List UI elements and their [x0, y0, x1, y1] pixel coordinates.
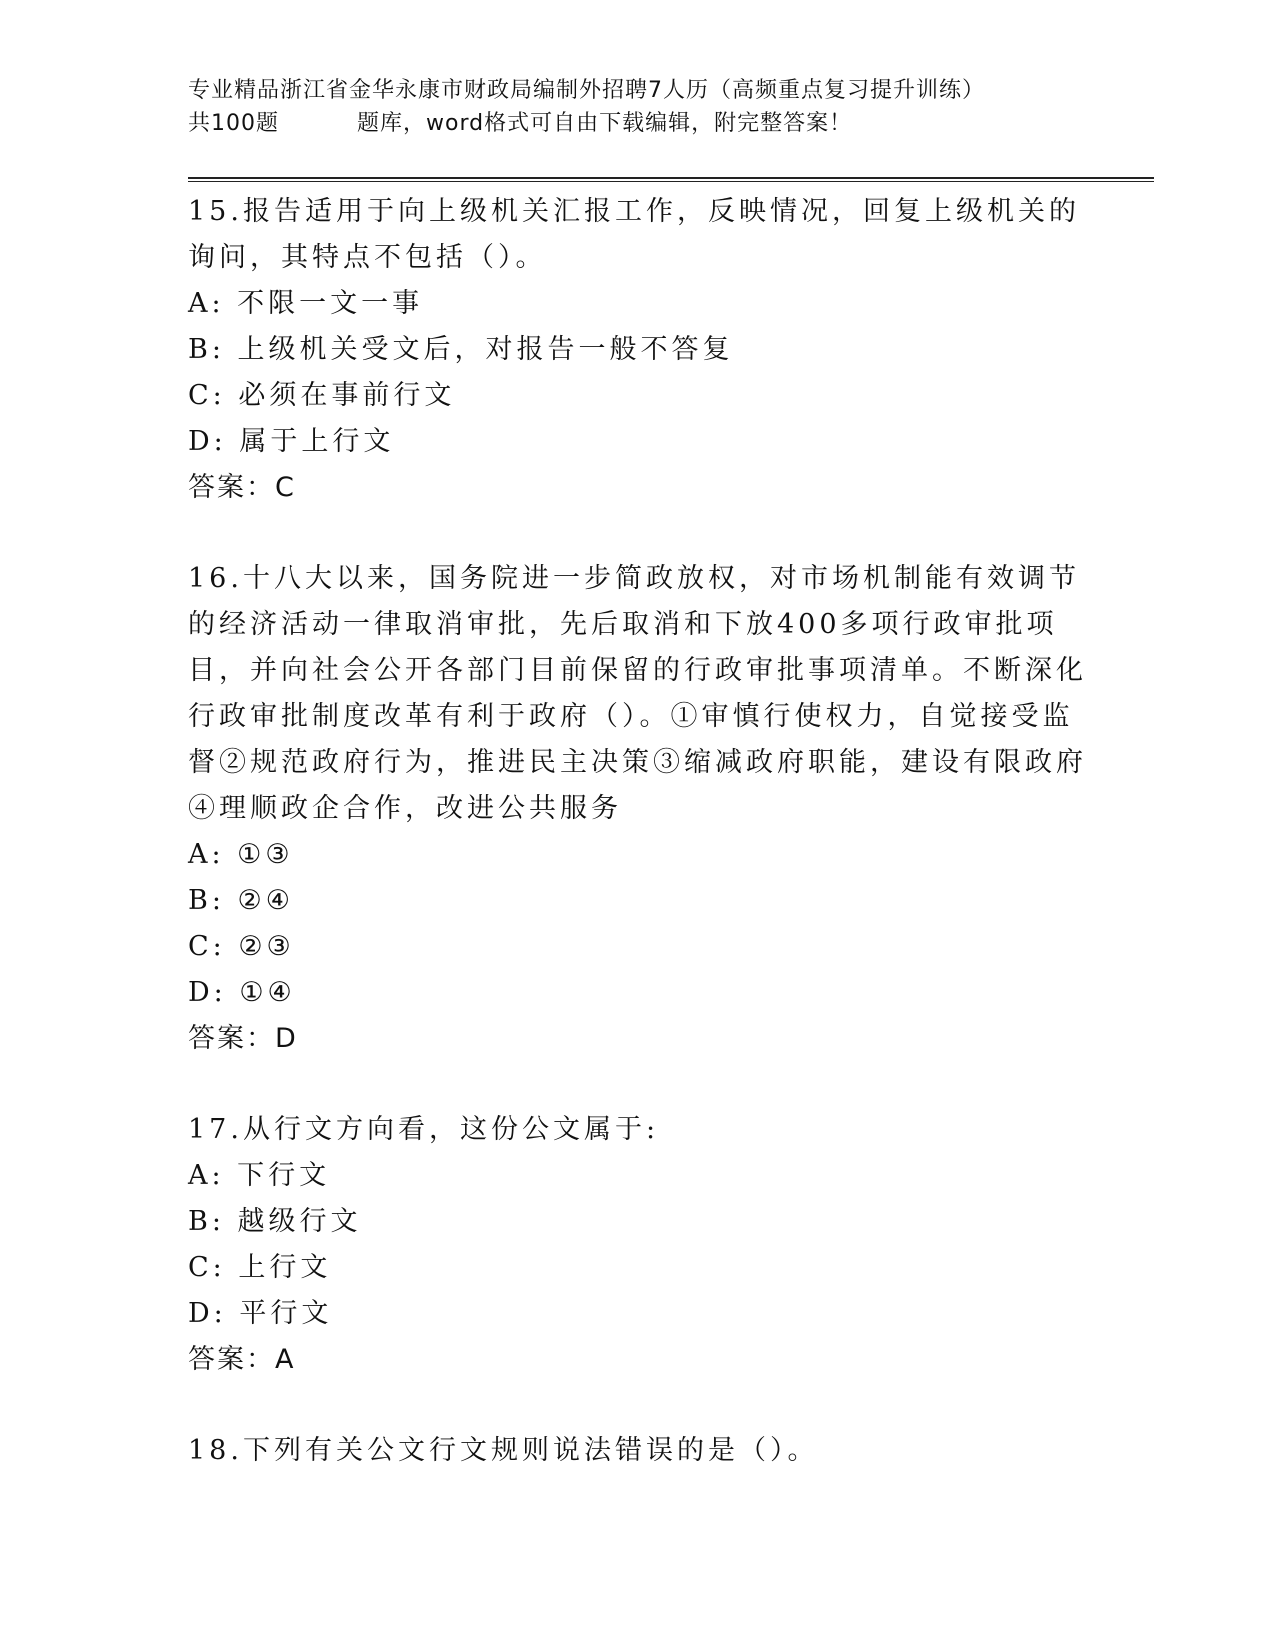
document-header	[188, 74, 1148, 140]
question-16	[188, 556, 1088, 1062]
option-b: B: 上级机关受文后，对报告一般不答复	[188, 334, 734, 365]
question-stem: 15.报告适用于向上级机关汇报工作，反映情况，回复上级机关的询问，其特点不包括（）。	[188, 196, 1080, 273]
option-c: C: 必须在事前行文	[188, 380, 456, 411]
option-a: A: 不限一文一事	[188, 288, 424, 319]
option-b: B: ②④	[188, 885, 294, 916]
header-divider-thin	[188, 181, 1154, 182]
option-c: C: 上行文	[188, 1252, 332, 1283]
question-list	[188, 189, 1088, 1519]
option-d: D: ①④	[188, 977, 296, 1008]
question-stem: 17.从行文方向看，这份公文属于:	[188, 1114, 660, 1145]
header-subtitle	[188, 107, 1148, 140]
question-stem: 16.十八大以来，国务院进一步简政放权，对市场机制能有效调节的经济活动一律取消审批，先后取消和下放400多项行政审批项目，并向社会公开各部门目前保留的行政审批事项清单。不断深化行政审批制度改革有利于政府（）。①审慎行使权力，自觉接受监督②规范政府行为，推进民主决策③缩减政府职能，建设有限政府④理顺政企合作，改进公共服务	[188, 563, 1087, 824]
question-stem: 18.下列有关公文行文规则说法错误的是（）。	[188, 1435, 819, 1466]
header-note: 题库，word格式可自由下载编辑，附完整答案！	[357, 111, 853, 136]
option-b: B: 越级行文	[188, 1206, 362, 1237]
question-17	[188, 1107, 1088, 1383]
option-d: D: 属于上行文	[188, 426, 395, 457]
option-c: C: ②③	[188, 931, 295, 962]
question-15	[188, 189, 1088, 511]
answer: 答案：A	[188, 1344, 296, 1375]
question-count: 共100题	[188, 111, 279, 136]
header-title: 专业精品浙江省金华永康市财政局编制外招聘7人历（高频重点复习提升训练）	[188, 78, 985, 103]
option-d: D: 平行文	[188, 1298, 333, 1329]
option-a: A: 下行文	[188, 1160, 331, 1191]
answer: 答案：D	[188, 1023, 298, 1054]
header-divider	[188, 177, 1154, 179]
answer: 答案：C	[188, 472, 296, 503]
question-18	[188, 1428, 1088, 1474]
option-a: A: ①③	[188, 839, 294, 870]
